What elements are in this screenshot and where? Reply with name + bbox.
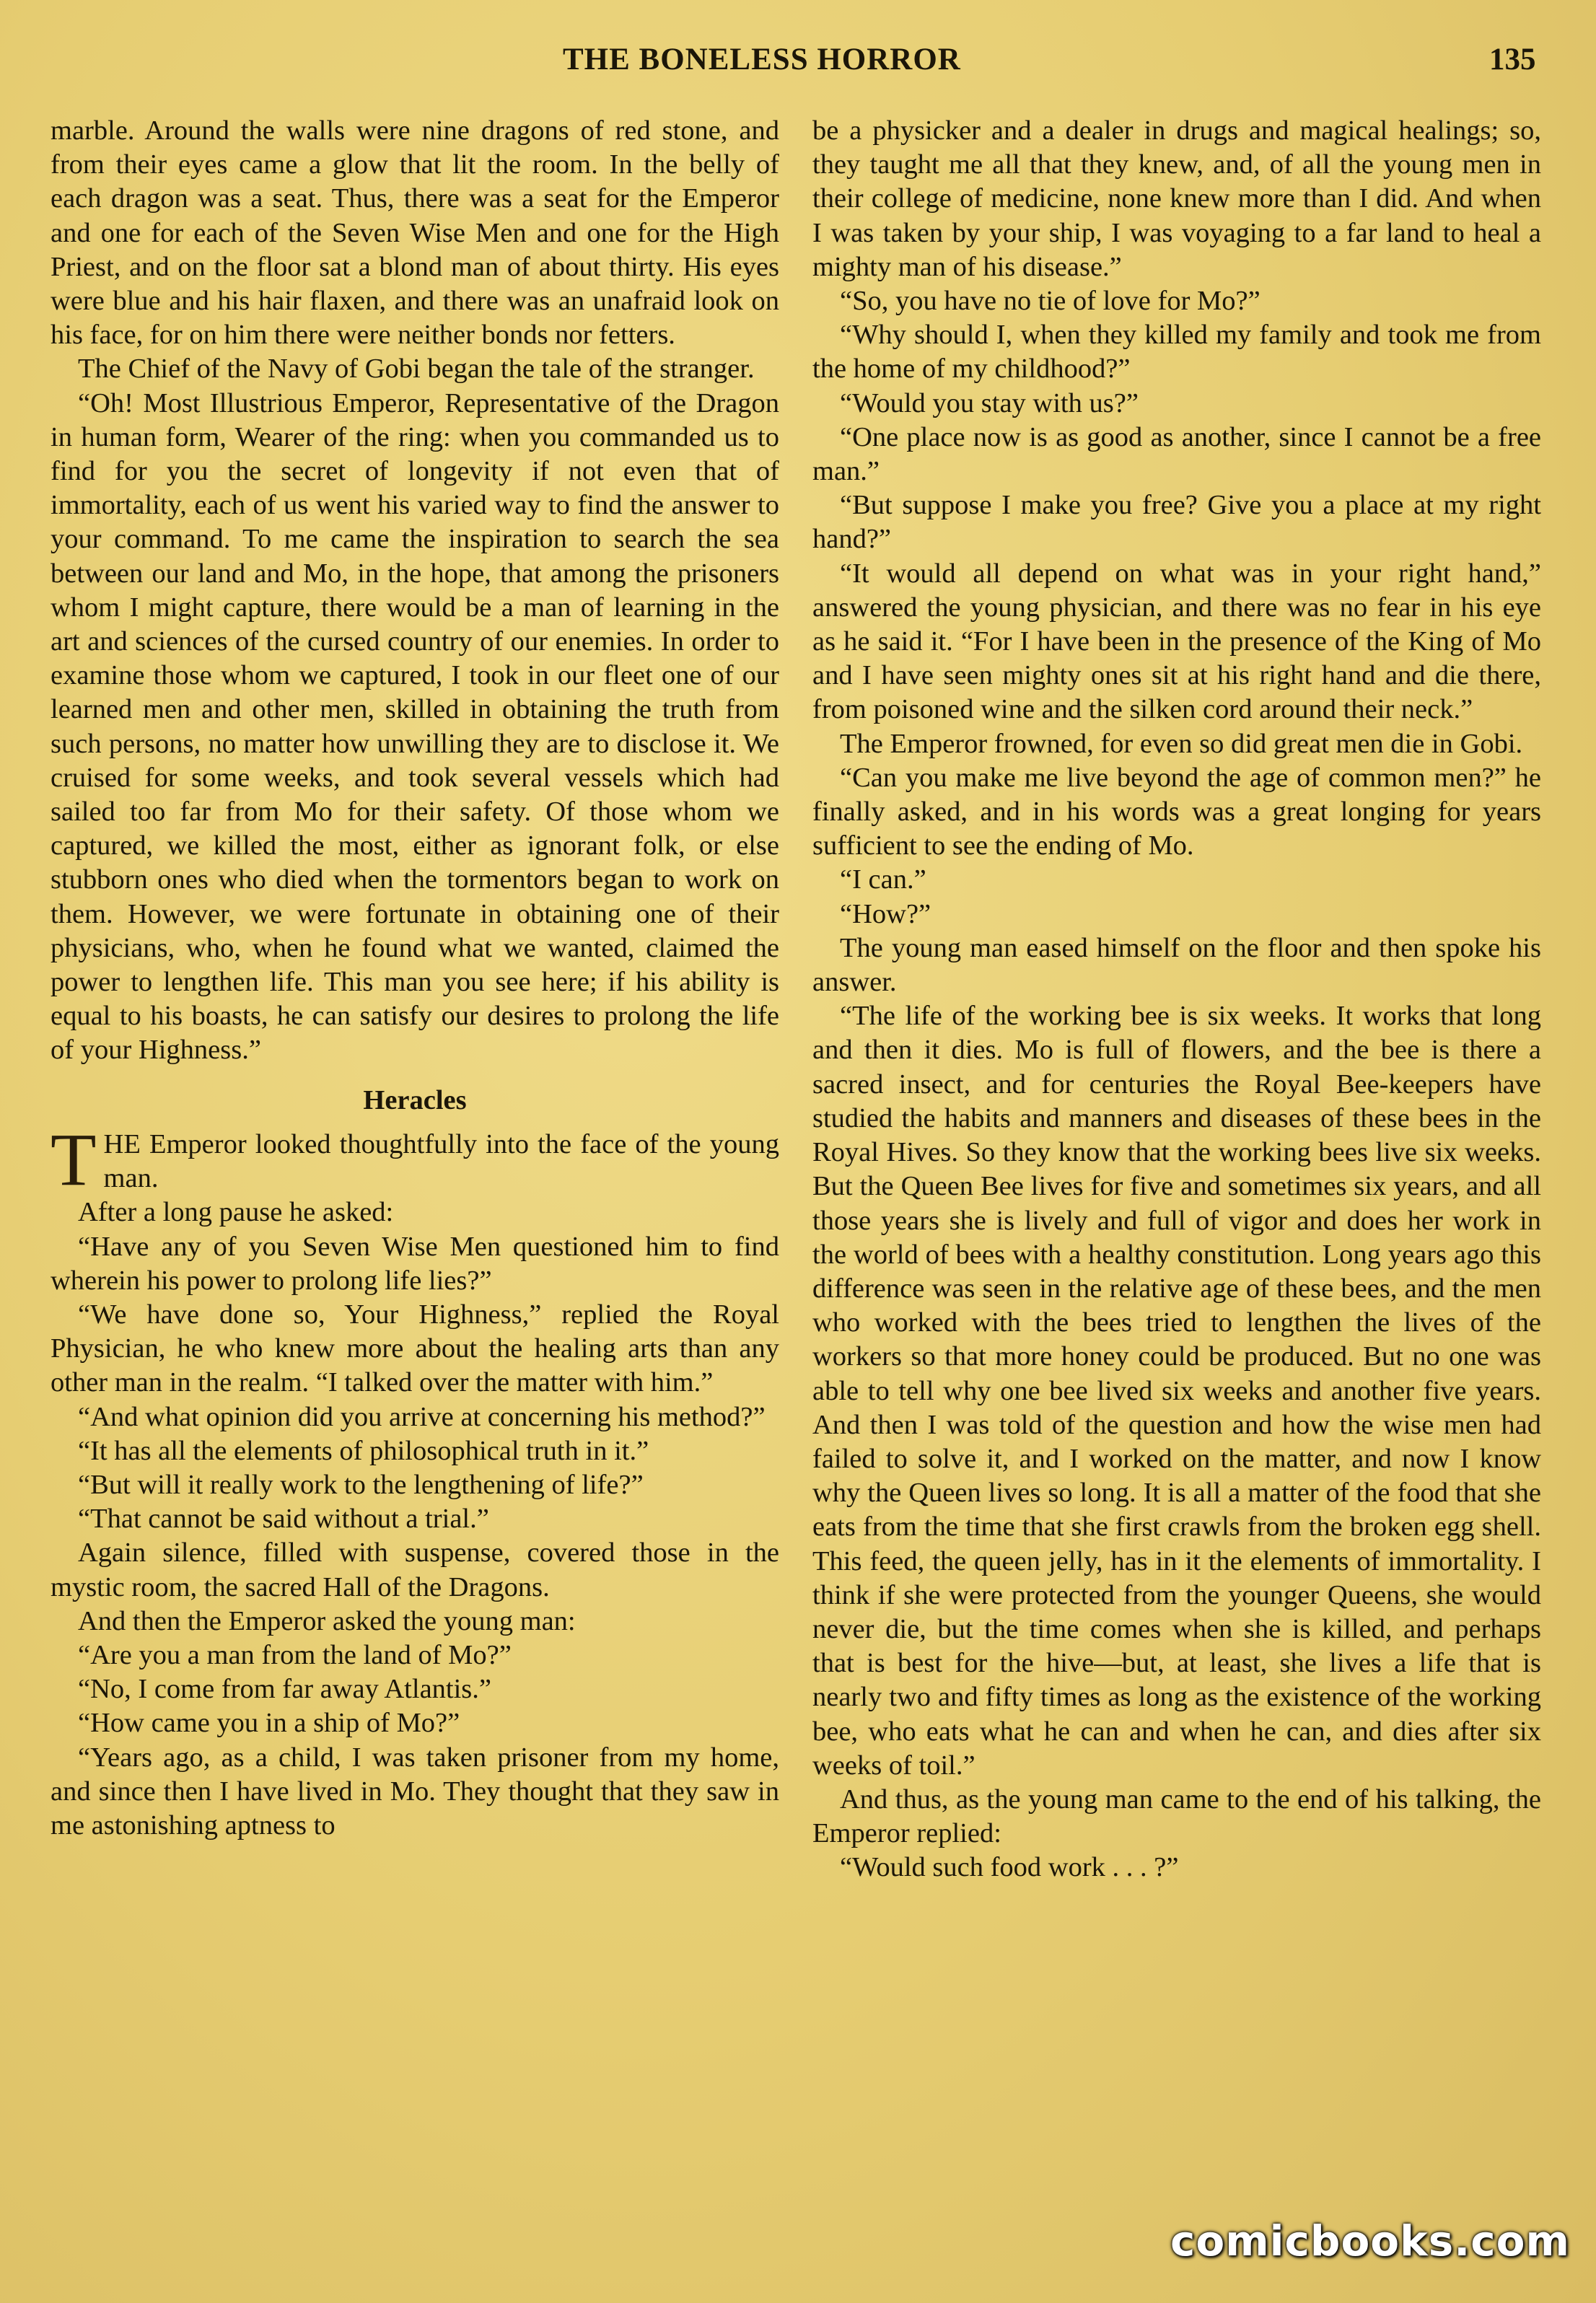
paragraph: “How?”	[840, 898, 931, 929]
paragraph: And thus, as the young man came to the end of his talking, the Emperor replied:	[812, 1784, 1541, 1849]
paragraph: “So, you have no tie of love for Mo?”	[840, 286, 1260, 317]
paragraph: “And what opinion did you arrive at concerning his method?”	[78, 1401, 766, 1432]
right-column	[812, 114, 1541, 1885]
dropcap-paragraph-text: HE Emperor looked thoughtfully into the face of the young man.	[103, 1128, 779, 1194]
paragraph: “Are you a man from the land of Mo?”	[78, 1639, 512, 1670]
paragraph: “No, I come from far away Atlantis.”	[78, 1674, 492, 1705]
paragraph: “Why should I, when they killed my family and took me from the home of my childhood?”	[812, 320, 1541, 385]
paragraph: “Have any of you Seven Wise Men questioned him to find wherein his power to prolong life lies?”	[51, 1231, 779, 1296]
paragraph: “But suppose I make you free? Give you a place at my right hand?”	[812, 490, 1541, 555]
paragraph: “That cannot be said without a trial.”	[78, 1504, 489, 1535]
paragraph: The Chief of the Navy of Gobi began the tale of the stranger.	[78, 354, 755, 385]
section-subheading: Heracles	[363, 1084, 467, 1115]
paragraph: “Can you make me live beyond the age of common men?” he finally asked, and in his words was a great longing for years sufficient to see the ending of Mo.	[812, 762, 1541, 861]
paragraph: “The life of the working bee is six weeks. It works that long and then it dies. Mo is full of flowers, and the bee is there a sacred insect, and for centuries the Royal Bee-keepers have studied the habits and manners and diseases of these bees in the Royal Hives. So they know that the working bees live six weeks. But the Queen Bee lives for five and sometimes six years, and all those years she is lively and full of vigor and does her work in the world of bees with a healthy constitution. Long years ago this difference was seen in the relative age of these bees, and the men who worked with the bees tried to lengthen the lives of the workers so that more honey could be produced. But no one was able to tell why one bee lived six weeks and another five years. And then I was told of the question and how the wise men had failed to solve it, and I worked on the matter, and now I know why the Queen lives so long. It is all a matter of the food that she eats from the time that she first crawls from the broken egg shell. This feed, the queen jelly, has in it the elements of immortality. I think if she were protected from the younger Queens, she would never die, but the time comes when she is killed, and perhaps that is best for the hive—but, at least, she lives a life that is nearly two and fifty times as long as the existence of the working bee, who eats what he can and when he can, and dies after six weeks of toil.”	[812, 1001, 1541, 1781]
paragraph: marble. Around the walls were nine dragons of red stone, and from their eyes came a glow that lit the room. In the belly of each dragon was a seat. Thus, there was a seat for the Emperor and one for each of the Seven Wise Men and one for the High Priest, and on the floor sat a blond man of about thirty. His eyes were blue and his hair flaxen, and there was an unafraid look on his face, for on him there were neither bonds nor fetters.	[51, 115, 779, 351]
left-column	[51, 114, 779, 1843]
drop-cap-letter: T	[51, 1118, 97, 1201]
paragraph: The young man eased himself on the floor and then spoke his answer.	[812, 932, 1541, 998]
paragraph: “One place now is as good as another, since I cannot be a free man.”	[812, 421, 1541, 487]
paragraph: “We have done so, Your Highness,” replied the Royal Physician, he who knew more about the healing arts than any other man in the realm. “I talked over the matter with him.”	[51, 1299, 779, 1398]
paragraph: The Emperor frowned, for even so did great men die in Gobi.	[840, 728, 1523, 759]
paragraph: “How came you in a ship of Mo?”	[78, 1708, 460, 1739]
paragraph: “I can.”	[840, 864, 926, 895]
page-header	[0, 42, 1596, 85]
site-watermark: comicbooks.com	[1170, 2216, 1570, 2265]
running-title: THE BONELESS HORROR	[563, 43, 961, 76]
paragraph: “It would all depend on what was in your right hand,” answered the young physician, and there was no fear in his eye as he said it. “For I have been in the presence of the King of Mo and I have seen mighty ones sit at his right hand and die there, from poisoned wine and the silken cord around their neck.”	[812, 558, 1541, 725]
paragraph: “But will it really work to the lengthening of life?”	[78, 1469, 644, 1500]
dropcap-paragraph	[51, 1118, 779, 1201]
paragraph: After a long pause he asked:	[78, 1197, 394, 1228]
paragraph: “Would you stay with us?”	[840, 387, 1139, 418]
paragraph: “Would such food work . . . ?”	[840, 1852, 1179, 1883]
paragraph: And then the Emperor asked the young man:	[78, 1605, 576, 1636]
paragraph: Again silence, filled with suspense, covered those in the mystic room, the sacred Hall of the Dragons.	[51, 1537, 779, 1602]
page-number: 135	[1489, 43, 1536, 76]
paragraph: “Years ago, as a child, I was taken prisoner from my home, and since then I have lived in Mo. They thought that they saw in me astonishing aptness to	[51, 1742, 779, 1841]
paragraph: “Oh! Most Illustrious Emperor, Representative of the Dragon in human form, Wearer of the ring: when you commanded us to find for you the secret of longevity if not even that of immortality, each of us went his varied way to find the answer to your command. To me came the inspiration to search the sea between our land and Mo, in the hope, that among the prisoners whom I might capture, there would be a man of learning in the art and sciences of the cursed country of our enemies. In order to examine those whom we captured, I took in our fleet one of our learned men and other men, skilled in obtaining the truth from such persons, no matter how unwilling they are to disclose it. We cruised for some weeks, and took several vessels which had sailed too far from Mo for their safety. Of those whom we captured, we killed the most, either as ignorant folk, or else stubborn ones who died when the tormentors began to work on them. However, we were fortunate in obtaining one of their physicians, who, when he found what we wanted, claimed the power to lengthen life. This man you see here; if his ability is equal to his boasts, he can satisfy our desires to prolong the life of your Highness.”	[51, 387, 779, 1066]
paragraph: be a physicker and a dealer in drugs and magical healings; so, they taught me all that they knew, and, of all the young men in their college of medicine, none knew more than I did. And when I was taken by your ship, I was voyaging to a far land to heal a mighty man of his disease.”	[812, 115, 1541, 282]
paragraph: “It has all the elements of philosophical truth in it.”	[78, 1435, 649, 1466]
